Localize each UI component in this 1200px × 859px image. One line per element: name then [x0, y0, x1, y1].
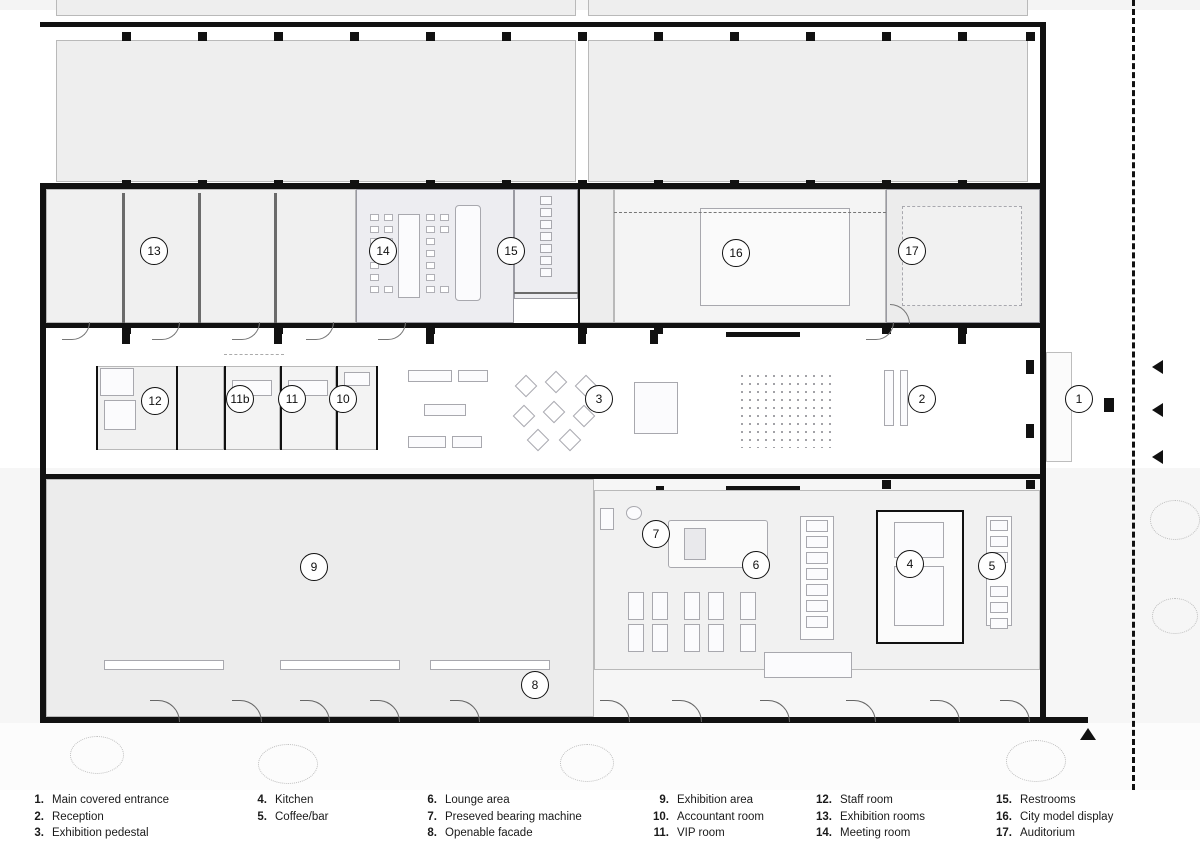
legend-item: [413, 794, 582, 807]
legend-item: [243, 794, 329, 807]
plan-marker-10[interactable]: 10: [329, 385, 357, 413]
legend-item-number: 15.: [996, 794, 1012, 806]
threshold-mark: [274, 330, 282, 344]
display-panel: [634, 382, 678, 434]
tree-symbol: [70, 736, 124, 774]
lounge-seat: [708, 624, 724, 652]
wc-fixture: [540, 256, 552, 265]
plan-marker-1[interactable]: 1: [1065, 385, 1093, 413]
structural-column: [426, 180, 435, 189]
machine-detail: [684, 528, 706, 560]
legend-item: [988, 794, 1113, 807]
legend-item-label: Preseved bearing machine: [445, 810, 582, 823]
meeting-table: [455, 205, 481, 301]
legend-item-label: Staff room: [840, 794, 893, 806]
chair: [370, 214, 379, 221]
tree-symbol: [1152, 598, 1198, 634]
dotted-display-dots: [738, 372, 834, 448]
partition: [122, 193, 125, 323]
threshold-mark: [726, 332, 800, 337]
structural-column: [1026, 32, 1035, 41]
legend-item-label: Auditorium: [1020, 827, 1075, 839]
plan-marker-14[interactable]: 14: [369, 237, 397, 265]
tree-symbol: [560, 744, 614, 782]
plan-marker-15[interactable]: 15: [497, 237, 525, 265]
plan-marker-3[interactable]: 3: [585, 385, 613, 413]
upper-volume-right-a: [588, 0, 1028, 16]
legend-column: [988, 794, 1113, 844]
legend-item: [988, 827, 1113, 840]
chair: [426, 250, 435, 257]
chair: [426, 262, 435, 269]
lounge-seat: [652, 624, 668, 652]
plan-marker-13[interactable]: 13: [140, 237, 168, 265]
reception-counter: [900, 370, 908, 426]
legend-item: [243, 811, 329, 824]
chair: [384, 226, 393, 233]
stair-south: [764, 652, 852, 678]
legend-item-number: 10.: [653, 810, 669, 823]
exhibition-bench: [430, 660, 550, 670]
entrance-pier: [1104, 398, 1114, 412]
partition: [274, 193, 277, 323]
legend-item: [645, 794, 764, 807]
meeting-table: [398, 214, 420, 298]
structural-column: [730, 180, 739, 189]
structural-column: [578, 180, 587, 189]
plan-marker-11b[interactable]: 11b: [226, 385, 254, 413]
structural-column: [882, 32, 891, 41]
wc-fixture: [540, 220, 552, 229]
chair: [370, 286, 379, 293]
room-exhibition-area-9: [46, 479, 594, 717]
legend-item-number: 7.: [427, 810, 437, 823]
wall-top-exterior: [40, 22, 1040, 27]
structural-column: [882, 480, 891, 489]
legend-item-label: Coffee/bar: [275, 810, 329, 823]
plan-marker-8[interactable]: 8: [521, 671, 549, 699]
desk: [344, 372, 370, 386]
legend-item: [413, 811, 582, 824]
north-arrow: [1080, 728, 1096, 740]
staff-fixture: [104, 400, 136, 430]
legend-item-label: Restrooms: [1020, 794, 1076, 806]
wc-fixture: [540, 268, 552, 277]
structural-column: [426, 32, 435, 41]
upper-volume-left-b: [56, 40, 576, 182]
room-exhibition-rooms-13: [46, 189, 356, 323]
legend-item-label: Reception: [52, 810, 104, 823]
coffee-stool: [990, 520, 1008, 531]
legend-item-number: 2.: [34, 810, 44, 823]
legend-item: [808, 811, 925, 824]
partition: [198, 193, 201, 323]
lounge-seat: [628, 592, 644, 620]
structural-column: [730, 32, 739, 41]
structural-column: [350, 180, 359, 189]
wc-fixture: [540, 208, 552, 217]
threshold-mark: [578, 330, 586, 344]
legend-item: [645, 827, 764, 840]
upper-volume-left-a: [56, 0, 576, 16]
legend-item-number: 8.: [427, 827, 437, 839]
lounge-seat: [652, 592, 668, 620]
legend-item-number: 12.: [816, 794, 832, 806]
structural-column: [958, 180, 967, 189]
legend-item-number: 4.: [257, 794, 267, 806]
plan-marker-2[interactable]: 2: [908, 385, 936, 413]
tree-symbol: [258, 744, 318, 784]
structural-column: [882, 180, 891, 189]
legend-item-label: Exhibition rooms: [840, 810, 926, 823]
structural-column: [806, 32, 815, 41]
bar-stool: [806, 568, 828, 580]
chair: [384, 286, 393, 293]
bar-stool: [806, 600, 828, 612]
structural-column: [502, 32, 511, 41]
legend-item-number: 16.: [996, 810, 1012, 823]
bar-stool: [806, 536, 828, 548]
legend-column: [645, 794, 764, 844]
plan-marker-11[interactable]: 11: [278, 385, 306, 413]
service-core: [578, 189, 614, 323]
structural-column: [502, 180, 511, 189]
partition: [376, 366, 378, 450]
partition: [176, 366, 178, 450]
legend-item: [20, 827, 169, 840]
bar-stool: [806, 616, 828, 628]
legend-item: [808, 827, 925, 840]
reception-desk: [884, 370, 894, 426]
exhibition-bench: [104, 660, 224, 670]
chair: [426, 286, 435, 293]
partition: [514, 292, 578, 294]
structural-column: [274, 180, 283, 189]
lounge-seat: [708, 592, 724, 620]
legend-column: [808, 794, 925, 844]
threshold-mark: [122, 330, 130, 344]
legend-item: [988, 811, 1113, 824]
exhibition-pedestal: [424, 404, 466, 416]
structural-column: [274, 32, 283, 41]
chair: [426, 226, 435, 233]
legend-item-label: Openable facade: [445, 827, 533, 839]
legend-item: [20, 811, 169, 824]
wc-fixture: [540, 232, 552, 241]
chair: [440, 214, 449, 221]
chair: [440, 226, 449, 233]
legend-item: [808, 794, 925, 807]
legend-item-number: 14.: [816, 827, 832, 839]
legend-item-label: Accountant room: [677, 810, 764, 823]
lounge-seat: [628, 624, 644, 652]
exhibition-pedestal: [452, 436, 482, 448]
legend: [0, 790, 1200, 859]
structural-column: [122, 180, 131, 189]
chair: [370, 226, 379, 233]
legend-item: [20, 794, 169, 807]
partition: [224, 366, 226, 450]
partition: [578, 189, 580, 323]
legend-item-number: 1.: [34, 794, 44, 806]
threshold-mark: [426, 330, 434, 344]
lounge-seat: [684, 624, 700, 652]
legend-item: [413, 827, 582, 840]
entrance-pier: [1026, 360, 1034, 374]
bar-stool: [806, 584, 828, 596]
plan-marker-5[interactable]: 5: [978, 552, 1006, 580]
partition: [96, 366, 98, 450]
structural-column: [654, 180, 663, 189]
upper-volume-right-b: [588, 40, 1028, 182]
wc-fixture: [540, 244, 552, 253]
lounge-seat: [684, 592, 700, 620]
plan-marker-4[interactable]: 4: [896, 550, 924, 578]
exhibition-pedestal: [408, 436, 446, 448]
legend-item-label: Exhibition pedestal: [52, 827, 149, 839]
direction-arrow: [1152, 450, 1163, 464]
bar-stool: [806, 552, 828, 564]
legend-item-label: VIP room: [677, 827, 725, 839]
structural-column: [350, 32, 359, 41]
machine-detail: [600, 508, 614, 530]
plan-marker-17[interactable]: 17: [898, 237, 926, 265]
legend-item-number: 13.: [816, 810, 832, 823]
legend-item-number: 5.: [257, 810, 267, 823]
legend-item-label: Lounge area: [445, 794, 510, 806]
legend-item-number: 9.: [659, 794, 669, 806]
lounge-seat: [740, 592, 756, 620]
threshold-mark: [650, 330, 658, 344]
chair: [426, 214, 435, 221]
chair: [384, 214, 393, 221]
entrance-pier: [1026, 424, 1034, 438]
legend-item-number: 3.: [34, 827, 44, 839]
legend-item-label: Main covered entrance: [52, 794, 169, 806]
plan-marker-7[interactable]: 7: [642, 520, 670, 548]
exhibition-pedestal: [408, 370, 452, 382]
chair: [426, 238, 435, 245]
coffee-stool: [990, 536, 1008, 547]
machine-detail: [626, 506, 642, 520]
staff-stair: [100, 368, 134, 396]
legend-item-label: Meeting room: [840, 827, 911, 839]
legend-item: [645, 811, 764, 824]
structural-column: [654, 32, 663, 41]
exhibition-bench: [280, 660, 400, 670]
wc-fixture: [540, 196, 552, 205]
tree-symbol: [1006, 740, 1066, 782]
direction-arrow: [1152, 403, 1163, 417]
structural-column: [578, 32, 587, 41]
legend-item-number: 6.: [427, 794, 437, 806]
coffee-stool: [990, 602, 1008, 613]
structural-column: [198, 32, 207, 41]
legend-column: [413, 794, 582, 844]
plan-marker-6[interactable]: 6: [742, 551, 770, 579]
exhibition-pedestal: [458, 370, 488, 382]
structural-column: [806, 180, 815, 189]
structural-column: [1026, 480, 1035, 489]
plan-marker-16[interactable]: 16: [722, 239, 750, 267]
bar-stool: [806, 520, 828, 532]
lounge-seat: [740, 624, 756, 652]
tree-symbol: [1150, 500, 1200, 540]
chair: [426, 274, 435, 281]
legend-column: [243, 794, 329, 827]
chair: [440, 286, 449, 293]
plan-marker-9[interactable]: 9: [300, 553, 328, 581]
structural-column: [198, 180, 207, 189]
coffee-stool: [990, 586, 1008, 597]
structural-column: [958, 32, 967, 41]
structural-column: [122, 32, 131, 41]
legend-column: [20, 794, 169, 844]
coffee-stool: [990, 618, 1008, 629]
projection-line: [224, 354, 284, 355]
sight-line: [614, 212, 886, 213]
direction-arrow: [1152, 360, 1163, 374]
threshold-mark: [958, 330, 966, 344]
plan-marker-12[interactable]: 12: [141, 387, 169, 415]
legend-item-number: 17.: [996, 827, 1012, 839]
legend-item-label: City model display: [1020, 810, 1114, 823]
legend-item-number: 11.: [653, 827, 669, 839]
site-boundary-dashed: [1132, 0, 1135, 790]
legend-item-label: Exhibition area: [677, 794, 754, 806]
legend-item-label: Kitchen: [275, 794, 314, 806]
chair: [370, 274, 379, 281]
